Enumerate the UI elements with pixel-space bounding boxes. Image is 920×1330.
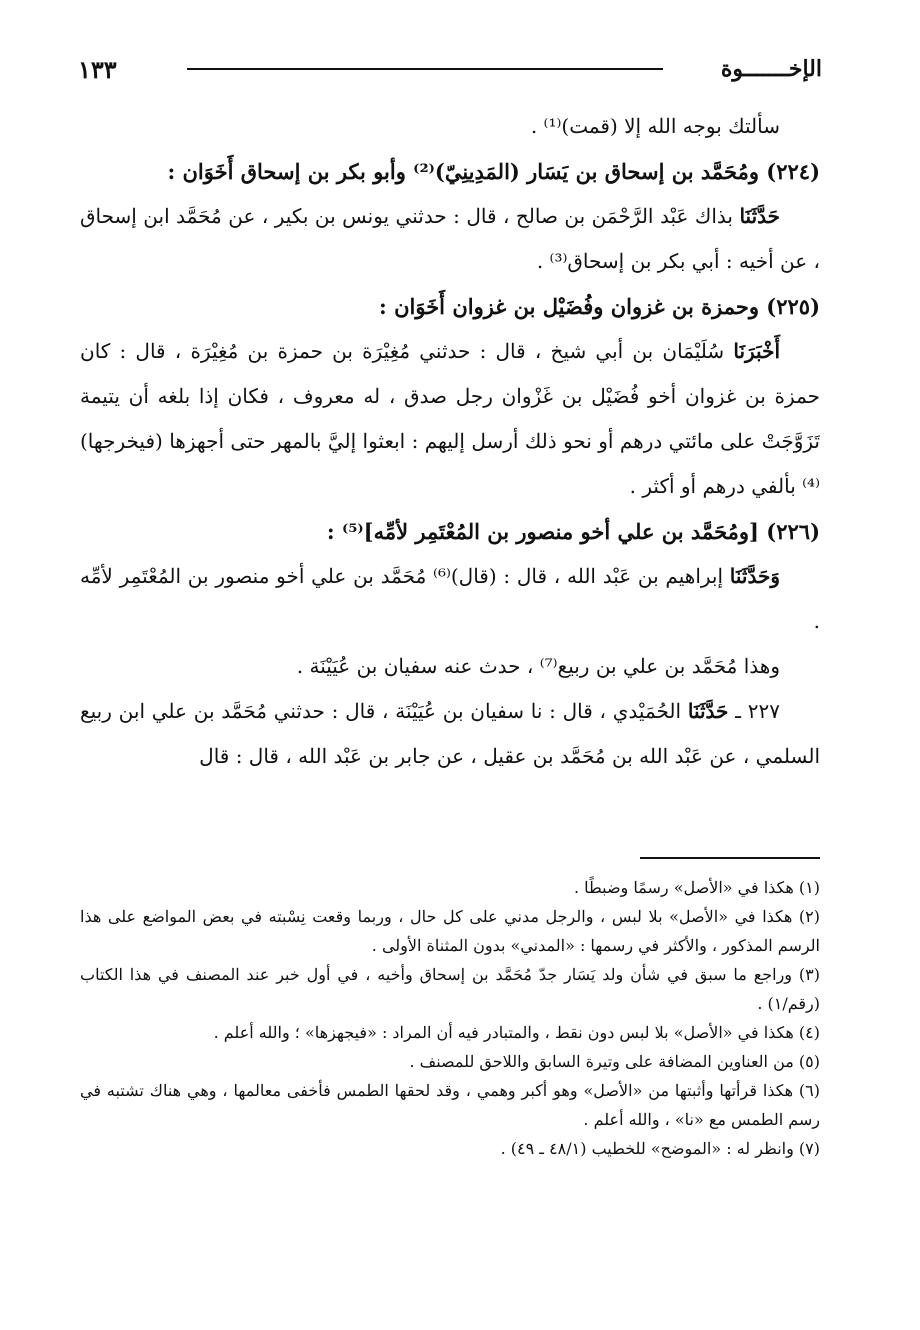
narration-chain-word: أَخْبَرَنَا bbox=[733, 339, 780, 363]
narration-chain-word: حَدَّثَنَا bbox=[739, 204, 780, 228]
entry-text-226-body: إبراهيم بن عَبْد الله ، قال : (قال)⁽⁶⁾ مُحَمَّد بن علي أخو منصور بن المُعْتَمِر لأمِّه . bbox=[80, 564, 820, 633]
entry-number-227: ٢٢٧ ـ bbox=[728, 699, 781, 723]
running-title: الإخـــــــوة bbox=[720, 56, 822, 82]
entry-heading-224: (٢٢٤) ومُحَمَّد بن إسحاق بن يَسَار (المَدِينِيّ)⁽²⁾ وأبو بكر بن إسحاق أَخَوَان : bbox=[167, 159, 820, 184]
footnote-separator bbox=[640, 857, 820, 859]
main-text bbox=[80, 104, 820, 779]
entry-text-226 bbox=[80, 554, 820, 644]
footnote: (٥) من العناوين المضافة على وتيرة السابق واللاحق للمصنف . bbox=[409, 1052, 820, 1071]
narration-chain-word: حَدَّثَنَا bbox=[687, 699, 729, 723]
footnote: (٧) وانظر له : «الموضح» للخطيب (٤٨/١ ـ ٤٩) . bbox=[500, 1139, 820, 1158]
entry-text-227-body: الحُمَيْدي ، قال : نا سفيان بن عُيَيْنَة ، قال : حدثني مُحَمَّد بن علي ابن ربيع السلمي ، عن عَبْد الله بن مُحَمَّد بن عقيل ، عن جابر بن عَبْد الله ، قال : قال bbox=[80, 699, 820, 768]
entry-text-225-body: سُلَيْمَان بن أبي شيخ ، قال : حدثني مُغِيْرَة بن حمزة بن مُغِيْرَة ، قال : كان حمزة بن غزوان أخو فُضَيْل بن غَزْوان رجل صدق ، له معروف ، فكان إذا بلغه أن يتيمة تَزَوَّجَتْ على مائتي درهم أو نحو ذلك أرسل إليهم : ابعثوا إليَّ بالمهر حتى أجهزها (فيخرجها)⁽⁴⁾ بألفي درهم أو أكثر . bbox=[80, 339, 820, 498]
entry-text-225 bbox=[80, 329, 820, 509]
narration-chain-word: وَحَدَّثَنَا bbox=[729, 564, 780, 588]
paragraph-continuation: سألتك بوجه الله إلا (قمت)⁽¹⁾ . bbox=[530, 114, 780, 138]
footnotes bbox=[80, 873, 820, 1163]
entry-heading-226: (٢٢٦) [ومُحَمَّد بن علي أخو منصور بن المُعْتَمِر لأمِّه]⁽⁵⁾ : bbox=[326, 519, 820, 544]
footnote: (٣) وراجع ما سبق في شأن ولد يَسَار جدّ مُحَمَّد بن إسحاق وأخيه ، في أول خبر عند المصنف في هذا الكتاب (رقم/١) . bbox=[80, 965, 820, 1013]
entry-text-224-body: بذاك عَبْد الرَّحْمَن بن صالح ، قال : حدثني يونس بن بكير ، عن مُحَمَّد ابن إسحاق ، عن أخيه : أبي بكر بن إسحاق⁽³⁾ . bbox=[80, 204, 820, 273]
page-header bbox=[78, 52, 822, 86]
footnote: (٢) هكذا في «الأصل» بلا لبس ، والرجل مدني على كل حال ، وربما وقعت نِسْبته في بعض المواضع على هذا الرسم المذكور ، والأكثر في رسمها : «المدني» بدون المثناة الأولى . bbox=[80, 907, 820, 955]
footnote: (٤) هكذا في «الأصل» بلا لبس دون نقط ، والمتبادر فيه أن المراد : «فيجهزها» ؛ والله أعلم . bbox=[213, 1023, 820, 1042]
header-rule bbox=[187, 68, 663, 70]
entry-text-226-note: وهذا مُحَمَّد بن علي بن ربيع⁽⁷⁾ ، حدث عنه سفيان بن عُيَيْنَة . bbox=[296, 654, 780, 678]
entry-text-224 bbox=[80, 194, 820, 284]
entry-text-227 bbox=[80, 689, 820, 779]
page-number: ١٣٣ bbox=[78, 54, 117, 84]
entry-heading-225: (٢٢٥) وحمزة بن غزوان وفُضَيْل بن غزوان أَخَوَان : bbox=[379, 294, 820, 319]
footnote: (١) هكذا في «الأصل» رسمًا وضبطًا . bbox=[573, 878, 820, 897]
footnote: (٦) هكذا قرأتها وأثبتها من «الأصل» وهو أكبر وهمي ، وقد لحقها الطمس فأخفى معالمها ، وهي هناك تشتبه في رسم الطمس مع «نا» ، والله أعلم . bbox=[80, 1081, 820, 1129]
